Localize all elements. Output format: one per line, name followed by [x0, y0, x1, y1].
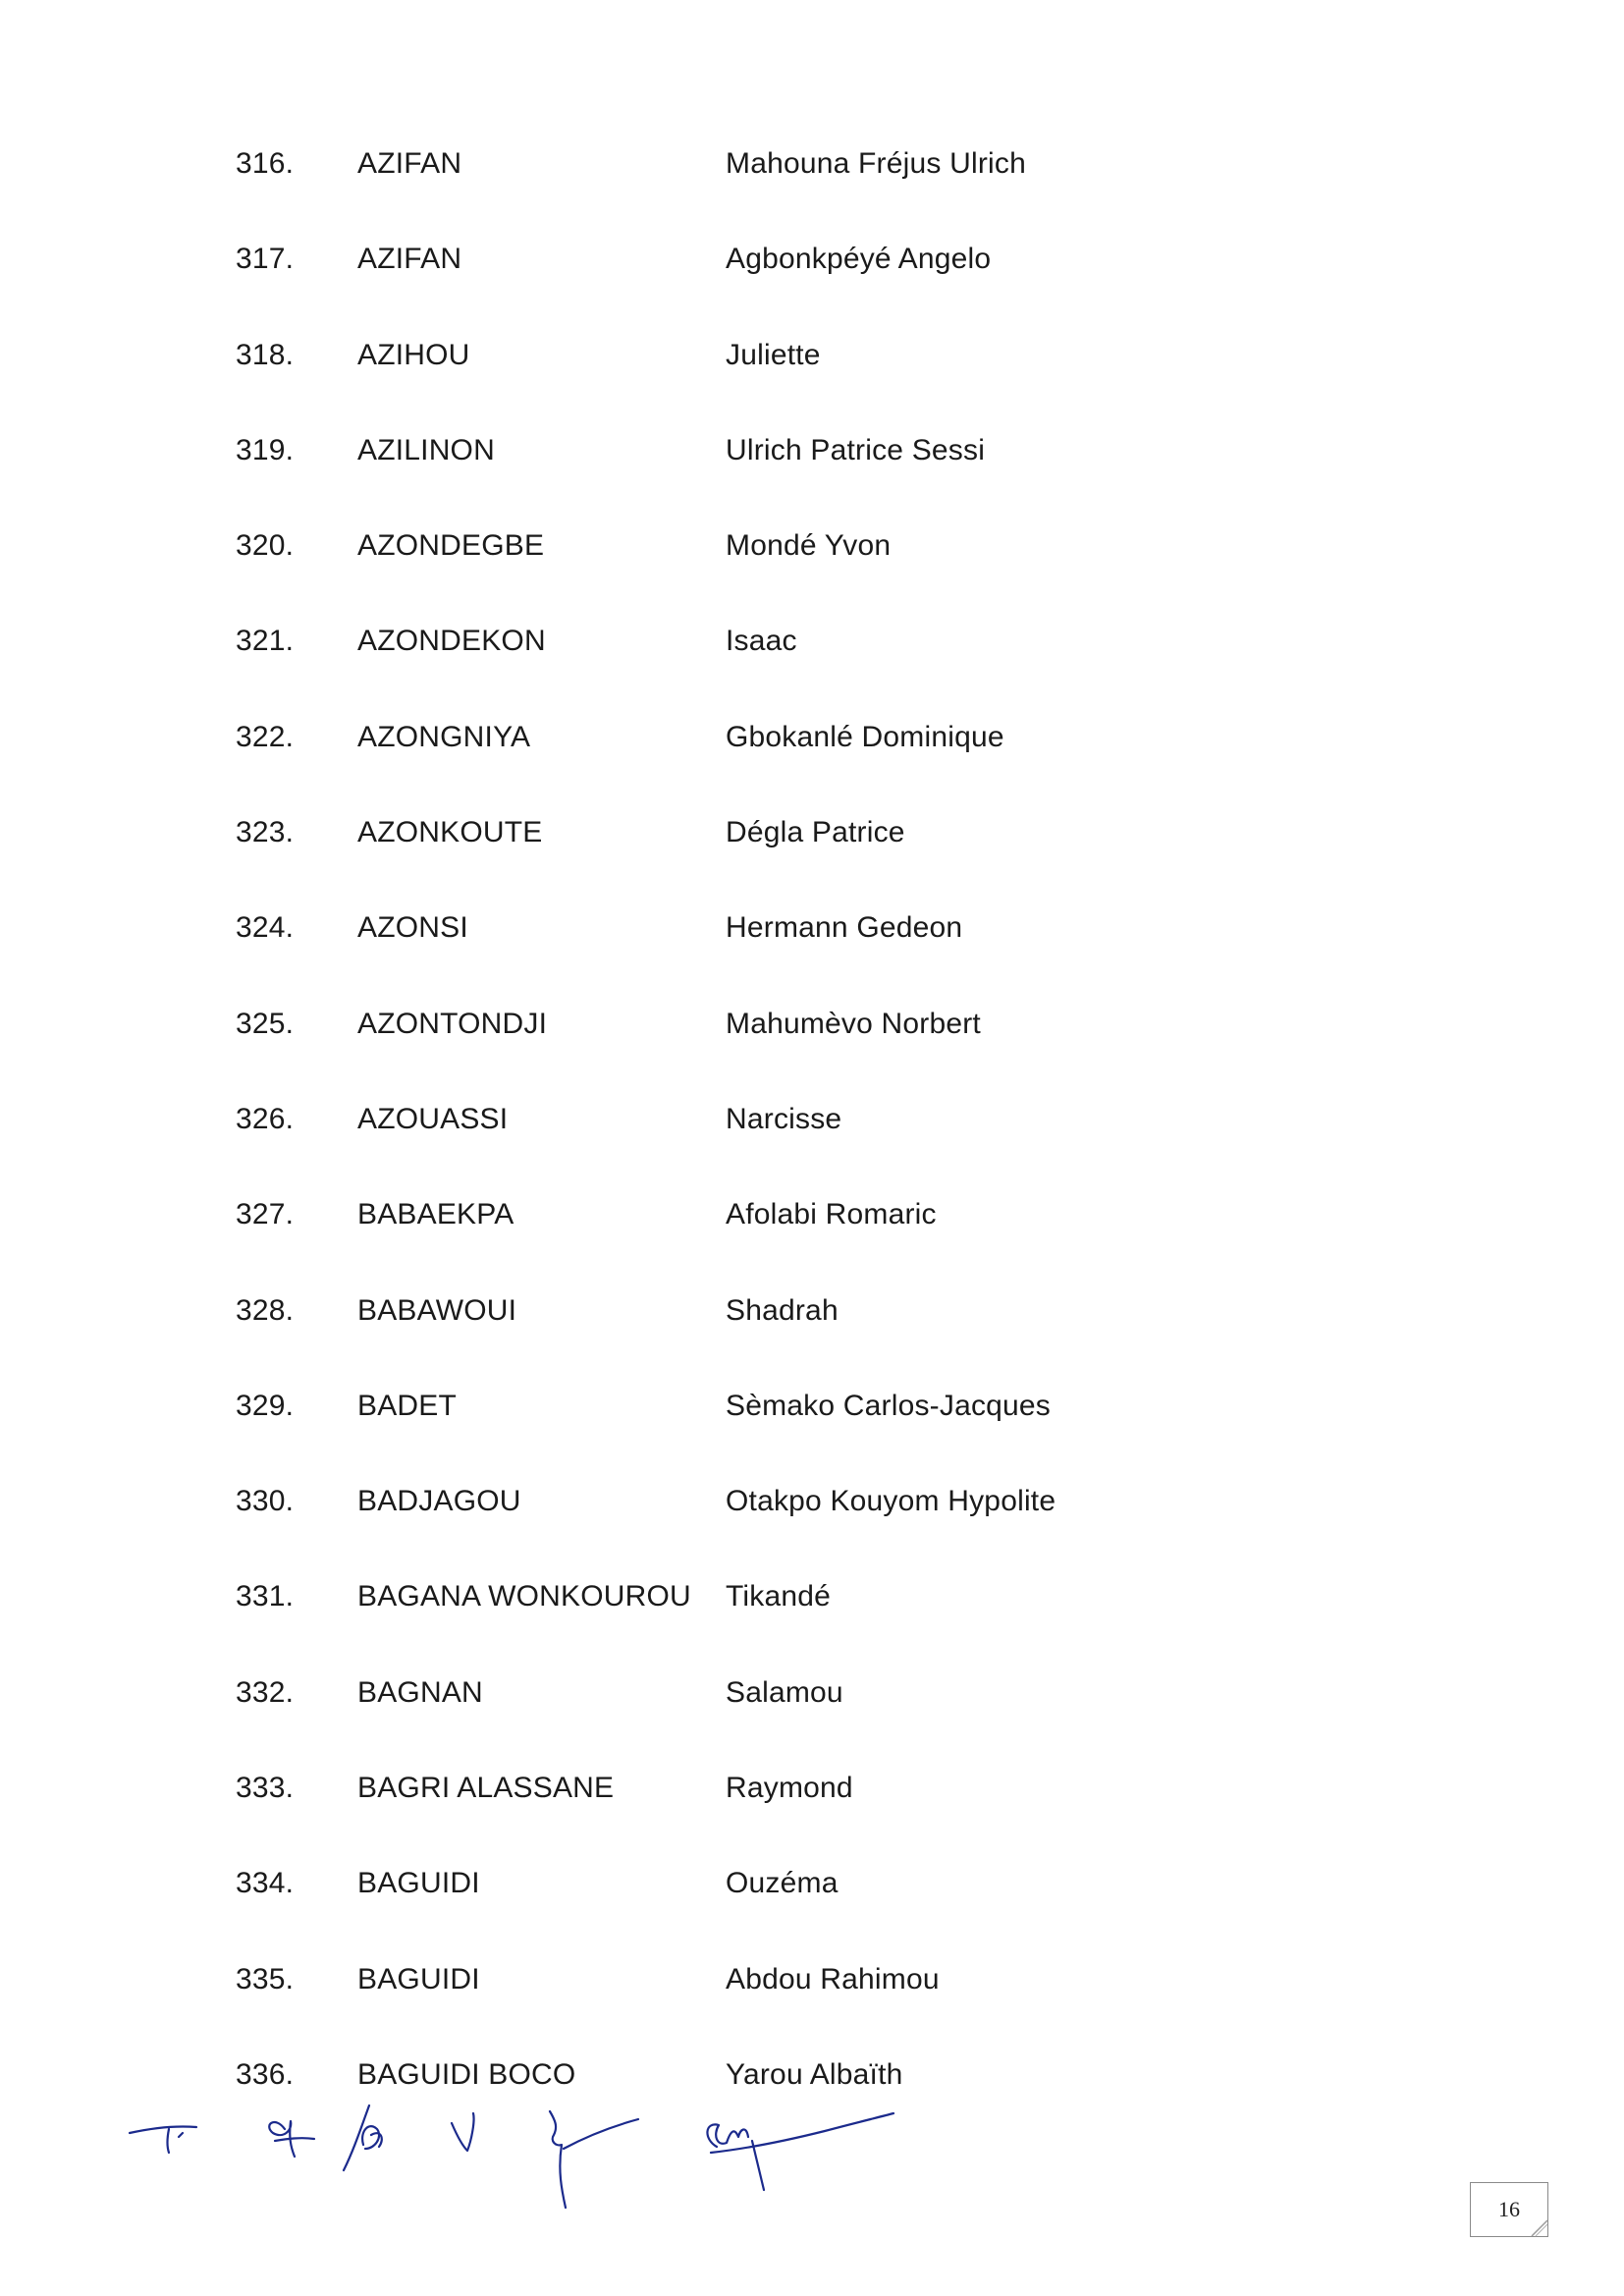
name-list — [0, 147, 1624, 2154]
entry-number: 336. — [236, 2057, 295, 2091]
list-item — [0, 529, 1624, 625]
entry-last-name: BABAWOUI — [357, 1293, 517, 1327]
entry-first-names: Mahumèvo Norbert — [726, 1007, 981, 1040]
entry-number: 327. — [236, 1198, 295, 1231]
entry-number: 316. — [236, 147, 295, 180]
list-item — [0, 625, 1624, 720]
entry-number: 335. — [236, 1962, 295, 1995]
list-item — [0, 339, 1624, 434]
page-curl-icon — [1528, 2216, 1549, 2238]
entry-first-names: Mondé Yvon — [726, 529, 892, 563]
entry-last-name: BAGUIDI — [357, 1867, 480, 1900]
entry-last-name: AZILINON — [357, 433, 495, 466]
list-item — [0, 1676, 1624, 1772]
entry-last-name: AZONDEGBE — [357, 529, 545, 563]
entry-first-names: Narcisse — [726, 1102, 842, 1135]
entry-number: 320. — [236, 529, 295, 563]
list-item — [0, 147, 1624, 243]
entry-first-names: Shadrah — [726, 1293, 839, 1327]
entry-last-name: AZONKOUTE — [357, 816, 543, 849]
list-item — [0, 1963, 1624, 2058]
list-item — [0, 721, 1624, 816]
entry-first-names: Salamou — [726, 1675, 843, 1709]
entry-number: 324. — [236, 911, 295, 945]
entry-last-name: BADET — [357, 1389, 458, 1422]
entry-number: 321. — [236, 625, 295, 658]
entry-first-names: Afolabi Romaric — [726, 1198, 937, 1231]
entry-number: 322. — [236, 720, 295, 753]
entry-number: 317. — [236, 243, 295, 276]
entry-first-names: Tikandé — [726, 1580, 832, 1613]
entry-number: 330. — [236, 1485, 295, 1518]
entry-last-name: BABAEKPA — [357, 1198, 514, 1231]
entry-first-names: Mahouna Fréjus Ulrich — [726, 147, 1026, 180]
entry-first-names: Isaac — [726, 625, 797, 658]
entry-first-names: Sèmako Carlos-Jacques — [726, 1389, 1052, 1422]
entry-last-name: AZONGNIYA — [357, 720, 531, 753]
list-item — [0, 1008, 1624, 1103]
list-item — [0, 911, 1624, 1007]
handwritten-initials — [118, 2092, 923, 2239]
entry-number: 319. — [236, 433, 295, 466]
entry-last-name: AZIHOU — [357, 338, 470, 371]
entry-number: 323. — [236, 816, 295, 849]
entry-first-names: Dégla Patrice — [726, 816, 905, 849]
list-item — [0, 1772, 1624, 1867]
entry-last-name: AZONTONDJI — [357, 1007, 548, 1040]
list-item — [0, 1103, 1624, 1198]
entry-last-name: AZIFAN — [357, 243, 462, 276]
list-item — [0, 1867, 1624, 1962]
entry-number: 332. — [236, 1675, 295, 1709]
entry-first-names: Otakpo Kouyom Hypolite — [726, 1485, 1056, 1518]
entry-last-name: AZIFAN — [357, 147, 462, 180]
list-item — [0, 1294, 1624, 1390]
list-item — [0, 243, 1624, 338]
entry-number: 318. — [236, 338, 295, 371]
entry-number: 328. — [236, 1293, 295, 1327]
page-number-box — [1470, 2182, 1548, 2237]
entry-first-names: Ouzéma — [726, 1867, 839, 1900]
list-item — [0, 816, 1624, 911]
entry-last-name: BAGNAN — [357, 1675, 483, 1709]
list-item — [0, 434, 1624, 529]
entry-last-name: BADJAGOU — [357, 1485, 521, 1518]
entry-first-names: Abdou Rahimou — [726, 1962, 940, 1995]
entry-number: 326. — [236, 1102, 295, 1135]
entry-first-names: Hermann Gedeon — [726, 911, 963, 945]
entry-last-name: BAGUIDI BOCO — [357, 2057, 576, 2091]
entry-first-names: Juliette — [726, 338, 821, 371]
entry-first-names: Gbokanlé Dominique — [726, 720, 1004, 753]
list-item — [0, 1580, 1624, 1675]
entry-last-name: AZONSI — [357, 911, 468, 945]
entry-number: 325. — [236, 1007, 295, 1040]
entry-last-name: BAGANA WONKOUROU — [357, 1580, 691, 1613]
entry-number: 334. — [236, 1867, 295, 1900]
entry-first-names: Agbonkpéyé Angelo — [726, 243, 992, 276]
entry-number: 331. — [236, 1580, 295, 1613]
page-number: 16 — [1498, 2197, 1520, 2221]
entry-last-name: BAGRI ALASSANE — [357, 1772, 615, 1805]
entry-number: 329. — [236, 1389, 295, 1422]
entry-last-name: BAGUIDI — [357, 1962, 480, 1995]
list-item — [0, 1485, 1624, 1580]
entry-number: 333. — [236, 1772, 295, 1805]
list-item — [0, 1390, 1624, 1485]
entry-last-name: AZONDEKON — [357, 625, 546, 658]
entry-first-names: Ulrich Patrice Sessi — [726, 433, 986, 466]
entry-last-name: AZOUASSI — [357, 1102, 509, 1135]
entry-first-names: Yarou Albaïth — [726, 2057, 903, 2091]
list-item — [0, 1198, 1624, 1293]
initials-signature-icon — [118, 2092, 923, 2239]
entry-first-names: Raymond — [726, 1772, 853, 1805]
